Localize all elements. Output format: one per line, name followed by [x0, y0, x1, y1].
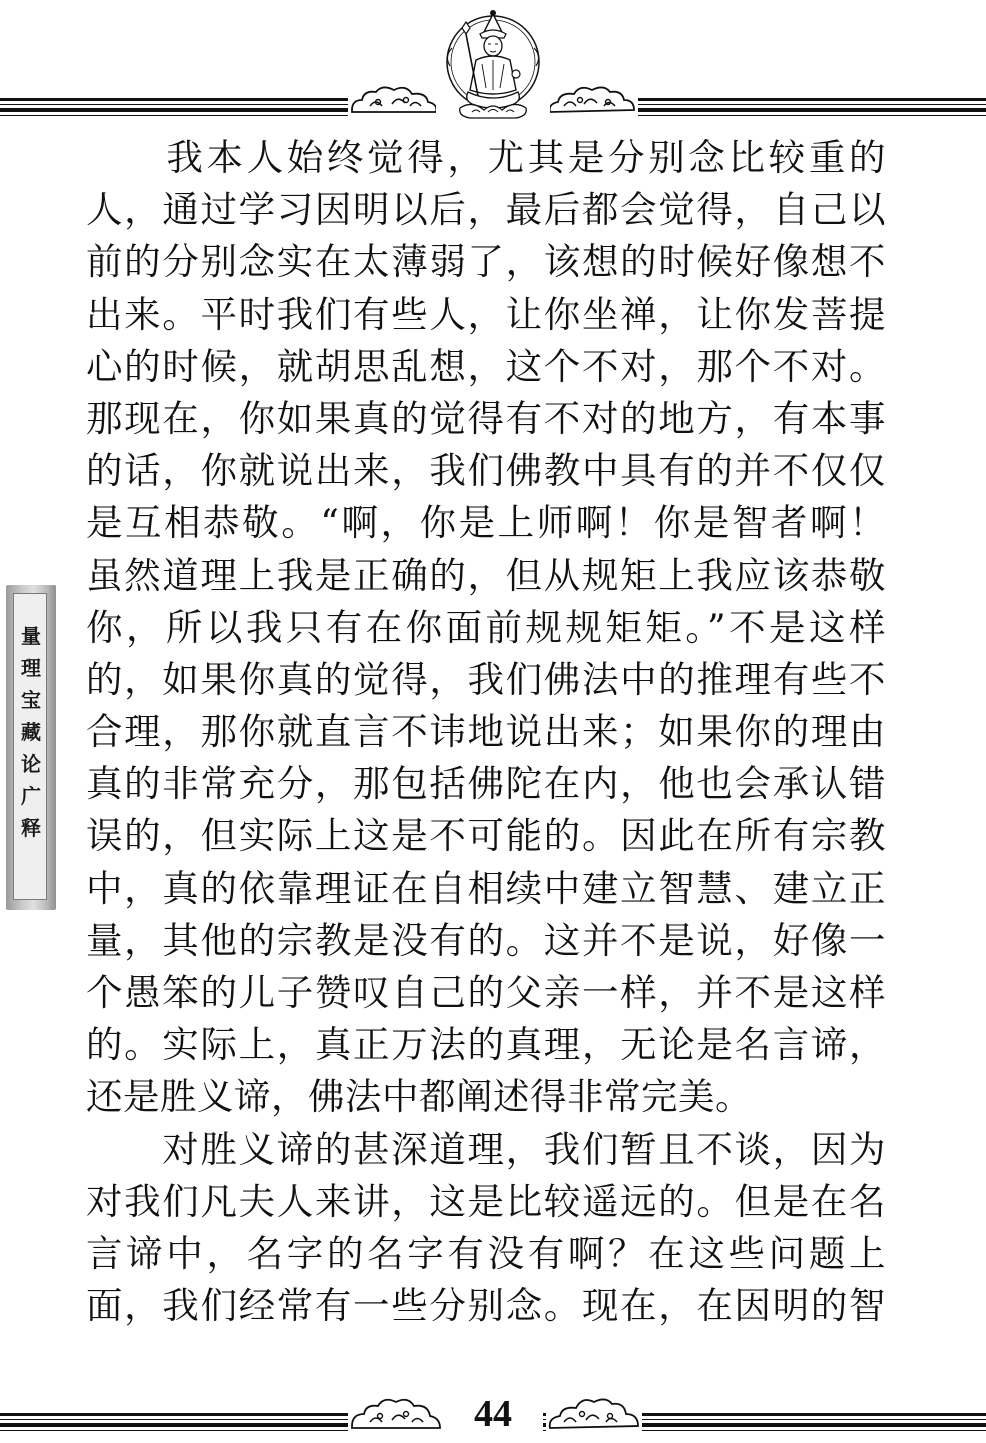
text-line: 的话，你就说出来，我们佛教中具有的并不仅仅	[86, 449, 886, 493]
text-line: 真的非常充分，那包括佛陀在内，他也会承认错	[86, 762, 886, 806]
text-line: 言谛中，名字的名字有没有啊？在这些问题上	[86, 1231, 886, 1275]
page-footer	[0, 1380, 986, 1443]
text-line: 人，通过学习因明以后，最后都会觉得，自己以	[86, 188, 886, 232]
side-tab-panel	[13, 593, 47, 900]
text-line: 合理，那你就直言不讳地说出来；如果你的理由	[86, 710, 886, 754]
body-text	[86, 132, 886, 1332]
text-line: 是互相恭敬。“啊，你是上师啊！你是智者啊！	[86, 501, 886, 545]
text-line: 出来。平时我们有些人，让你坐禅，让你发菩提	[86, 292, 886, 336]
text-line: 那现在，你如果真的觉得有不对的地方，有本事	[86, 396, 886, 440]
book-title-vertical: 量理宝藏论广释	[21, 624, 41, 840]
cloud-ornament-icon	[348, 82, 440, 116]
side-tab	[6, 585, 56, 910]
text-line: 对我们凡夫人来讲，这是比较遥远的。但是在名	[86, 1179, 886, 1223]
cloud-ornament-icon	[546, 1392, 642, 1432]
cloud-ornament-icon	[546, 82, 638, 116]
guru-figure-illustration	[436, 4, 550, 126]
text-line: 心的时候，就胡思乱想，这个不对，那个不对。	[86, 344, 886, 388]
text-line: 对胜义谛的甚深道理，我们暂且不谈，因为	[86, 1127, 886, 1171]
text-line: 的。实际上，真正万法的真理，无论是名言谛，	[86, 1023, 886, 1067]
text-line: 中，真的依靠理证在自相续中建立智慧、建立正	[86, 866, 886, 910]
page-header	[0, 0, 986, 130]
page-number-box	[443, 1388, 543, 1438]
text-line: 误的，但实际上这是不可能的。因此在所有宗教	[86, 814, 886, 858]
text-line: 我本人始终觉得，尤其是分别念比较重的	[86, 136, 886, 179]
text-line: 量，其他的宗教是没有的。这并不是说，好像一	[86, 918, 886, 962]
text-line: 个愚笨的儿子赞叹自己的父亲一样，并不是这样	[86, 971, 886, 1014]
text-line: 前的分别念实在太薄弱了，该想的时候好像想不	[86, 240, 886, 284]
text-line: 还是胜义谛，佛法中都阐述得非常完美。	[86, 1075, 752, 1119]
page-number: 44	[474, 1393, 512, 1435]
text-line: 你，所以我只有在你面前规规矩矩。”不是这样	[86, 605, 886, 649]
text-line: 虽然道理上我是正确的，但从规矩上我应该恭敬	[86, 553, 886, 597]
text-line: 面，我们经常有一些分别念。现在，在因明的智	[86, 1284, 886, 1328]
cloud-ornament-icon	[348, 1392, 444, 1432]
text-line: 的，如果你真的觉得，我们佛法中的推理有些不	[86, 657, 886, 701]
